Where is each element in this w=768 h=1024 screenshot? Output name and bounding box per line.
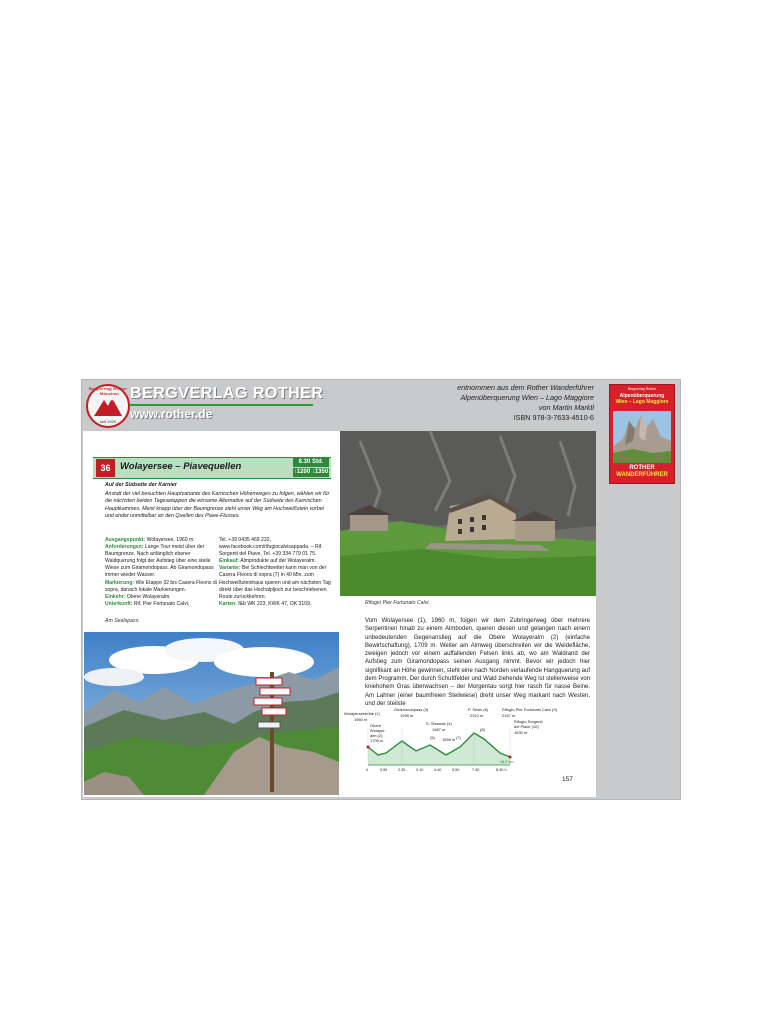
right-page: [340, 431, 596, 797]
stage-elevation: ↑1200 ↓1350: [293, 469, 329, 475]
cover-series-line1: ROTHER: [629, 465, 655, 471]
source-info: [457, 383, 594, 423]
logo-ring-text: Bergverlag Rother · München: [88, 386, 128, 396]
marking-text: Wie Etappe 32 bis Casera Fleons di sopra, danach lokale Markierungen.: [105, 579, 217, 593]
profile-time-6: 7.30: [472, 768, 480, 772]
profile-label-giramondo-elev: 1995 m: [400, 713, 414, 718]
cover-title-line1: Alpenüberquerung: [619, 393, 665, 399]
elevation-profile-chart: [344, 707, 594, 779]
publisher-logo: [86, 384, 130, 428]
source-line-1: entnommen aus dem Rother Wanderführer: [457, 383, 594, 392]
profile-label-7: (7): [456, 735, 461, 740]
profile-label-piave: del Piave (10): [514, 724, 539, 729]
profile-time-5: 5.50: [452, 768, 460, 772]
stage-intro: [105, 482, 333, 520]
book-cover[interactable]: [609, 384, 675, 484]
contact-text: Tel. +39 0435 469 232, www.facebook.com/rifugiocalvisappada. – Rif. Sorgenti del Piave, Tel. +39 334 779 01 75.: [219, 537, 323, 558]
caption-right-photo: Rifugio Pier Fortunato Calvi.: [365, 600, 430, 606]
mountain-hut-image: [340, 431, 596, 596]
maps-text: f&b WK 223, KWK 47, OK 3109.: [238, 600, 312, 607]
profile-label-piave-elev: 1830 m: [514, 730, 528, 735]
profile-label-sissanis: S. Sissanis (4): [426, 721, 452, 726]
profile-label-8: (8): [480, 727, 485, 732]
brand-name: BERGVERLAG ROTHER: [130, 385, 324, 402]
cover-logo: Bergverlag Rother: [627, 387, 657, 391]
cover-title-line2: Wien – Lago Maggiore: [615, 399, 669, 405]
left-page: [83, 431, 339, 797]
book-preview-frame: [81, 379, 681, 800]
variant-text: Bei Schlechtwetter kann man von der Casera Fleons di sopra (7) in 40 Min. zum Hochweißsteinhaus queren und am nächsten Tag direkt über das Hochalpljoch zur beschriebenen Route zurückkehren.: [219, 565, 331, 600]
profile-distance: 18.2 km: [500, 760, 514, 764]
photo-signpost: [84, 632, 339, 795]
signpost-landscape-image: [84, 632, 339, 795]
profile-label-alm-elev: 1709 m: [370, 738, 384, 743]
profile-label-calvi-elev: 2167 m: [502, 713, 516, 718]
info-column-1: [105, 537, 217, 608]
stage-subtitle: Auf der Südseite der Karnier: [105, 482, 177, 488]
cover-series: [610, 465, 674, 479]
start-label: Ausgangspunkt:: [105, 537, 146, 543]
stage-title: Wolayersee – Piavequellen: [120, 461, 242, 472]
profile-label-giramondo: Giramondopass (3): [394, 707, 429, 712]
profile-label-obere: Obere: [370, 723, 382, 728]
profile-label-start: Wolayerseehütte (1): [344, 711, 380, 716]
elevation-profile: [344, 707, 594, 779]
source-isbn: ISBN 978-3-7633-4510-6: [513, 413, 594, 422]
stay-label: Unterkunft:: [105, 600, 133, 607]
requirements-text: Lange Tour meist über der Baumgrenze. Nach anfänglich ebener Waldquerung folgt der Aufstieg über eine steile Wiese zum Giramondopass. Ab Giramondopass immer wieder Wasser.: [105, 544, 214, 579]
profile-label-alm: alm (2): [370, 733, 383, 738]
stay-text: Rif. Pier Fortunato Calvi,: [133, 600, 190, 607]
maps-label: Karten:: [219, 600, 237, 607]
stage-intro-text: Anstatt der viel besuchten Hauptvariante des Karnischen Höhenweges zu folgen, wählen wir für die nächsten beiden Tagesetappen die einsame Alternative auf der Südseite des Karnischen Hauptkammes. Meist knapp über der Baumgrenze zieht unser Weg am Hochweißstein vorbei und endet unmittelbar an den Quellen des Piave-Flusses.: [105, 491, 330, 519]
shop-label: Einkauf:: [219, 558, 240, 565]
profile-time-0: 0: [366, 768, 369, 772]
requirements-label: Anforderungen:: [105, 544, 144, 551]
profile-label-5: (5): [430, 735, 435, 740]
profile-label-calvi: Rifugio Pier Fortunato Calvi (9): [502, 707, 557, 712]
stage-time: 8.30 Std.: [293, 458, 329, 467]
logo-year: seit 1920: [99, 419, 117, 424]
profile-label-wolayer: Wolayer-: [370, 728, 386, 733]
marking-label: Markierung:: [105, 579, 135, 586]
route-description: Vom Wolayersee (1), 1960 m, folgen wir dem Zubringerweg über mehrere Serpentinen hinab zu einem Almboden, queren diesen und gelangen nach einem unbedeutenden Gegenanstieg auf die Obere Wolayeralm (2) (einfache Bewirtschaftung), 1709 m. Weiter am Almweg überschreiten wir die Weidefläche, zweigen jedoch vor einem auffallenden Felsen links ab, wo am Waldrand der Aufstieg zum Giramondopass seinen Ausgang nimmt. Bevor wir jedoch hier signifikant an Höhe gewinnen, steht eine nach Norden verlaufende Hangquerung auf dem Programm. Der durch Schuttfelder und Wald ziehende Weg ist stellenweise von kniehohem Gras überwachsen – der Morgentau sorgt hier rasch für nasse Beine. Am Lahner (einer baumfreien Steilwiese) dreht unser Weg markant nach Westen, und der steilste: [365, 618, 590, 707]
profile-label-sesis: P. Sesis (6): [468, 707, 489, 712]
cover-series-line2: WANDERFÜHRER: [616, 472, 668, 478]
page-number: 157: [562, 776, 573, 783]
rest-label: Einkehr:: [105, 593, 126, 600]
shop-text: Almprodukte auf der Wolayeralm.: [240, 558, 316, 565]
profile-time-1: 0.55: [380, 768, 388, 772]
profile-time-2: 2.35: [398, 768, 406, 772]
profile-time-3: 3.10: [416, 768, 424, 772]
stage-number: 36: [96, 459, 115, 477]
profile-label-sorgenti: Rifugio Sorgenti: [514, 719, 543, 724]
profile-label-start-elev: 1960 m: [354, 717, 368, 722]
profile-label-1859: 1859 m: [442, 737, 456, 742]
stage-header: [93, 457, 331, 479]
cover-mountain-image: [613, 411, 671, 463]
brand-url[interactable]: www.rother.de: [130, 407, 213, 421]
rest-text: Obere Wolayeralm.: [126, 593, 171, 600]
info-column-2: [219, 537, 335, 608]
caption-left-photo: Am Sealspass.: [105, 618, 140, 624]
profile-label-sesis-elev: 2312 m: [470, 713, 484, 718]
start-text: Wolayersee, 1960 m.: [146, 537, 195, 543]
source-line-3: von Martin Marktl: [538, 403, 594, 412]
source-line-2: Alpenüberquerung Wien – Lago Maggiore: [460, 393, 594, 402]
profile-time-7: 8.30 h: [496, 768, 507, 772]
brand-divider: [130, 404, 313, 406]
photo-hut: [340, 431, 596, 596]
cover-title: [612, 393, 672, 405]
profile-time-4: 4.40: [434, 768, 442, 772]
profile-label-sissanis-elev: 1987 m: [432, 727, 446, 732]
book-spread: [83, 431, 596, 797]
variant-label: Variante:: [219, 565, 241, 572]
